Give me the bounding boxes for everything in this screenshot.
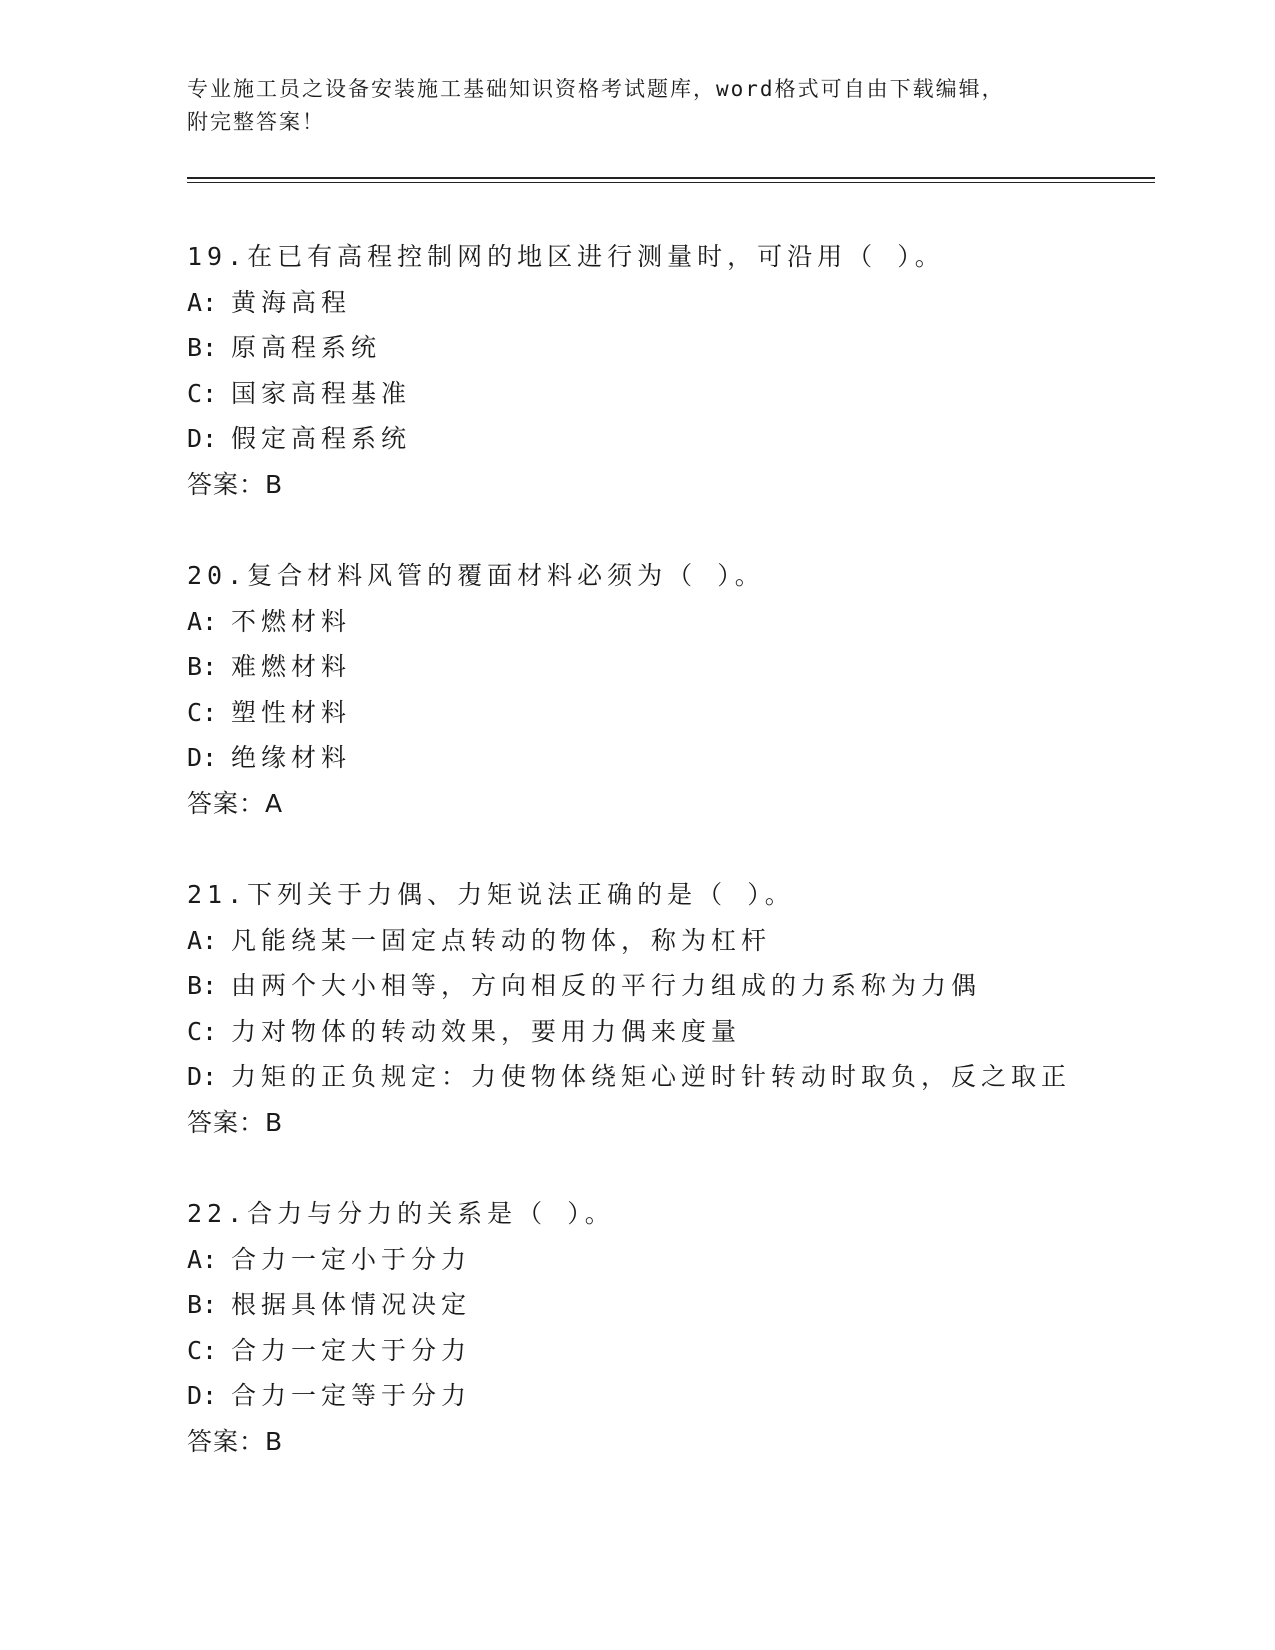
option-text: 塑性材料 <box>231 697 352 727</box>
option-text: 原高程系统 <box>231 333 382 363</box>
option-text: 力矩的正负规定：力使物体绕矩心逆时针转动时取负，反之取正 <box>231 1062 1072 1092</box>
option-text: 合力一定大于分力 <box>231 1335 472 1365</box>
option-letter: C: <box>187 378 218 408</box>
question-stem: 20.复合材料风管的覆面材料必须为（ ）。 <box>187 561 765 590</box>
option-d <box>187 735 1147 781</box>
question-21 <box>187 872 1147 1146</box>
option-text: 根据具体情况决定 <box>231 1290 472 1320</box>
header-line-1: 专业施工员之设备安装施工基础知识资格考试题库，word格式可自由下载编辑， <box>187 77 1005 101</box>
question-stem: 19.在已有高程控制网的地区进行测量时，可沿用（ ）。 <box>187 242 945 271</box>
option-letter: D: <box>187 1381 218 1411</box>
option-text: 合力一定小于分力 <box>231 1244 472 1274</box>
option-c <box>187 1009 1147 1055</box>
document-header <box>187 73 1087 139</box>
option-b <box>187 1282 1147 1328</box>
question-answer: 答案：A <box>187 788 284 818</box>
question-stem: 22.合力与分力的关系是（ ）。 <box>187 1199 615 1228</box>
option-a <box>187 918 1147 964</box>
option-letter: D: <box>187 743 218 773</box>
question-answer: 答案：B <box>187 1426 284 1456</box>
option-letter: A: <box>187 925 218 955</box>
option-letter: B: <box>187 1290 218 1320</box>
option-text: 国家高程基准 <box>231 378 412 408</box>
question-answer: 答案：B <box>187 469 284 499</box>
option-letter: A: <box>187 606 218 636</box>
option-b <box>187 325 1147 371</box>
option-text: 难燃材料 <box>231 652 352 682</box>
option-letter: D: <box>187 424 218 454</box>
question-20 <box>187 553 1147 827</box>
option-c <box>187 371 1147 417</box>
option-text: 黄海高程 <box>231 287 352 317</box>
option-letter: B: <box>187 971 218 1001</box>
question-22 <box>187 1191 1147 1465</box>
option-a <box>187 599 1147 645</box>
option-c <box>187 690 1147 736</box>
option-text: 假定高程系统 <box>231 424 412 454</box>
option-d <box>187 1373 1147 1419</box>
option-d <box>187 416 1147 462</box>
option-text: 力对物体的转动效果，要用力偶来度量 <box>231 1016 742 1046</box>
option-a <box>187 280 1147 326</box>
header-line-2: 附完整答案！ <box>187 110 325 134</box>
option-c <box>187 1328 1147 1374</box>
option-b <box>187 644 1147 690</box>
option-text: 合力一定等于分力 <box>231 1381 472 1411</box>
option-letter: D: <box>187 1062 218 1092</box>
option-text: 不燃材料 <box>231 606 352 636</box>
option-letter: A: <box>187 1244 218 1274</box>
option-b <box>187 963 1147 1009</box>
option-a <box>187 1237 1147 1283</box>
option-text: 绝缘材料 <box>231 743 352 773</box>
option-letter: C: <box>187 1335 218 1365</box>
option-letter: A: <box>187 287 218 317</box>
header-divider-top <box>187 177 1155 179</box>
question-19 <box>187 234 1147 508</box>
option-text: 由两个大小相等，方向相反的平行力组成的力系称为力偶 <box>231 971 982 1001</box>
question-answer: 答案：B <box>187 1107 284 1137</box>
question-stem: 21.下列关于力偶、力矩说法正确的是（ ）。 <box>187 880 795 909</box>
option-letter: B: <box>187 652 218 682</box>
option-d <box>187 1054 1147 1100</box>
option-letter: C: <box>187 697 218 727</box>
option-text: 凡能绕某一固定点转动的物体，称为杠杆 <box>231 925 772 955</box>
option-letter: B: <box>187 333 218 363</box>
option-letter: C: <box>187 1016 218 1046</box>
header-divider-bottom <box>187 182 1155 183</box>
